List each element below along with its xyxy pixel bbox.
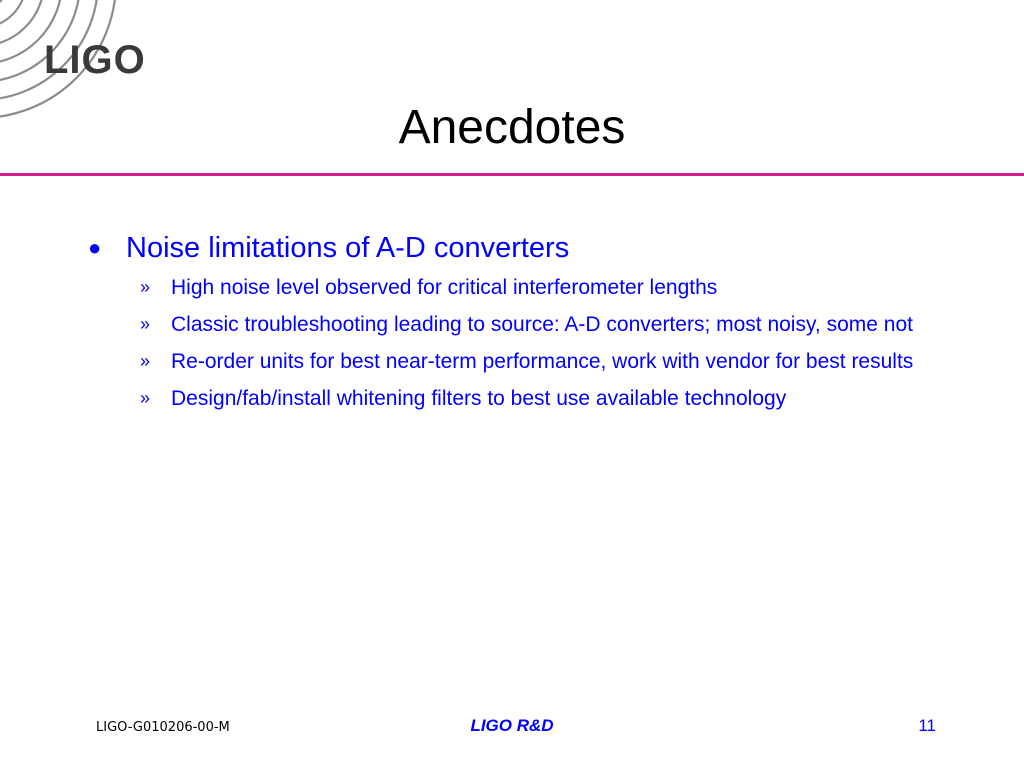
sub-bullet: [140, 383, 948, 414]
sub-bullet-text: Re-order units for best near-term performance, work with vendor for best results: [171, 350, 914, 373]
slide-title: Anecdotes: [398, 101, 626, 154]
sub-bullet-text: Classic troubleshooting leading to source: A-D converters; most noisy, some not: [171, 313, 913, 336]
bullet-dot-icon: ●: [88, 235, 102, 260]
chevron-marker-icon: »: [140, 388, 151, 408]
sub-bullet: [140, 309, 948, 340]
main-bullet: [88, 228, 948, 268]
sub-bullet-text: High noise level observed for critical interferometer lengths: [171, 276, 718, 299]
page-number: 11: [918, 716, 936, 735]
sub-bullet: [140, 346, 948, 377]
chevron-marker-icon: »: [140, 351, 151, 371]
title-divider: [0, 173, 1024, 176]
footer-doc-id: LIGO-G010206-00-M: [96, 720, 230, 735]
slide-content: [88, 228, 948, 420]
ligo-logo: LIGO: [44, 38, 146, 82]
main-bullet-text: Noise limitations of A-D converters: [126, 232, 570, 264]
sub-bullet-list: [88, 272, 948, 414]
chevron-marker-icon: »: [140, 314, 151, 334]
footer-center-label: LIGO R&D: [470, 716, 554, 735]
chevron-marker-icon: »: [140, 277, 151, 297]
sub-bullet-text: Design/fab/install whitening filters to best use available technology: [171, 387, 787, 410]
sub-bullet: [140, 272, 948, 303]
